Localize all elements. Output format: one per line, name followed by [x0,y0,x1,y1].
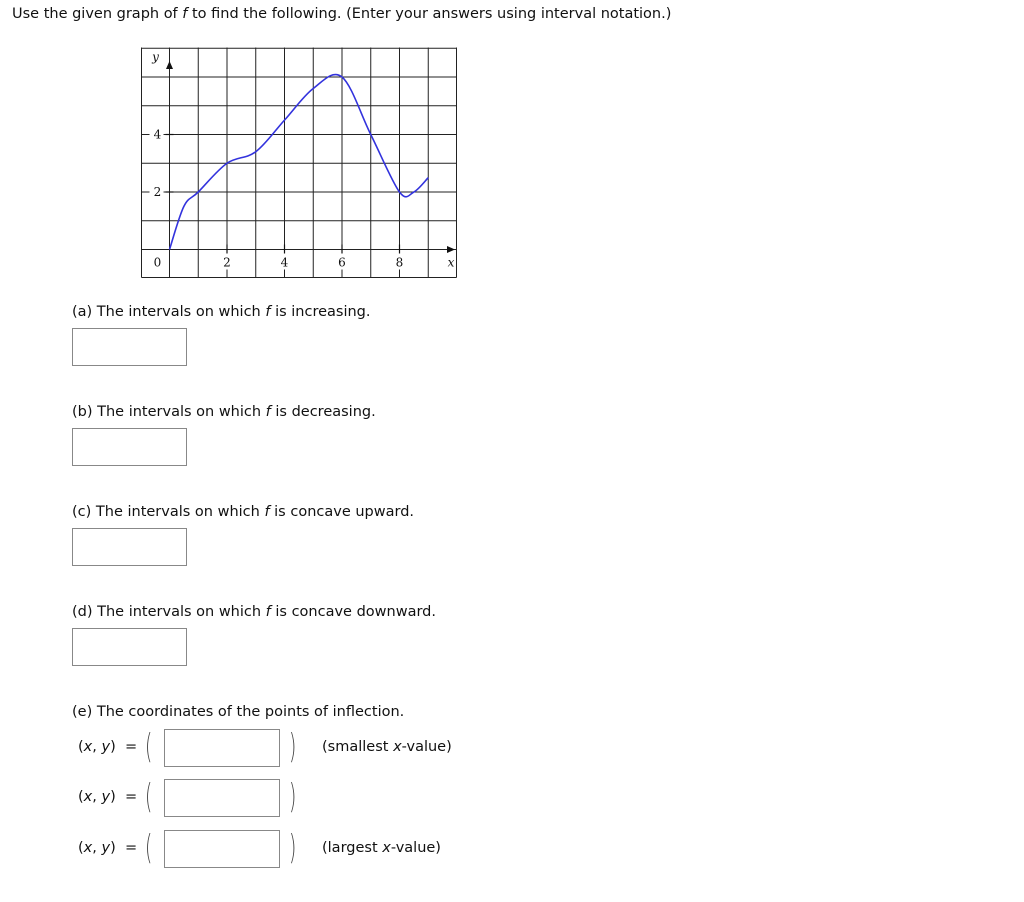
x-axis-arrow [447,246,455,253]
question-d-text: (d) The intervals on which [72,604,266,620]
question-a-text: (a) The intervals on which [72,304,266,320]
y-tick-label: 4 [153,127,162,142]
origin-label: 0 [153,255,162,270]
answer-input-increasing[interactable] [72,328,187,366]
function-symbol: f [265,604,271,620]
open-paren: ( [144,727,153,767]
hint-text-end: -value) [401,739,452,755]
close-paren: ) [288,727,297,767]
function-symbol: f [265,304,271,320]
coord-x-var: x [83,840,93,856]
inflection-input-1[interactable] [164,729,280,767]
x-tick-label: 8 [395,255,404,270]
question-b-text-end: is decreasing. [270,404,376,420]
question-b [72,404,376,420]
function-symbol: f [182,6,188,22]
question-a-text-end: is increasing. [270,304,371,320]
question-a [72,304,371,320]
function-symbol: f [264,504,270,520]
hint-largest [322,840,441,856]
answer-input-concave-up[interactable] [72,528,187,566]
function-symbol: f [265,404,271,420]
answer-input-concave-down[interactable] [72,628,187,666]
hint-x-var: x [382,840,391,856]
hint-x-var: x [393,739,402,755]
inflection-input-3[interactable] [164,830,280,868]
hint-text: (largest [322,840,383,856]
open-paren: ( [144,777,153,817]
question-c-text: (c) The intervals on which [72,504,265,520]
coord-label: (x, y) = [78,840,138,856]
instructions-text-end: to find the following. (Enter your answers using interval notation.) [187,6,672,22]
inflection-row-1 [78,729,498,769]
question-b-text: (b) The intervals on which [72,404,266,420]
question-e: (e) The coordinates of the points of inflection. [72,704,405,720]
close-paren: ) [288,777,297,817]
coord-label: (x, y) = [78,739,138,755]
x-axis-label: x [447,255,455,270]
question-d-text-end: is concave downward. [270,604,436,620]
y-axis-label: y [152,50,159,64]
inflection-input-2[interactable] [164,779,280,817]
hint-text-end: -value) [390,840,441,856]
x-tick-label: 6 [338,255,346,270]
question-c-text-end: is concave upward. [269,504,415,520]
coord-y-var: y [101,789,111,805]
curve-f [170,75,429,250]
open-paren: ( [144,828,153,868]
coord-x-var: x [83,739,93,755]
hint-smallest [322,739,452,755]
coord-y-var: y [101,739,111,755]
inflection-row-3 [78,830,498,870]
inflection-row-2 [78,779,498,819]
question-d [72,604,436,620]
instructions-text: Use the given graph of [12,6,183,22]
graph-tick-labels [150,50,455,270]
close-paren: ) [288,828,297,868]
coord-label: (x, y) = [78,789,138,805]
instructions [12,6,671,22]
x-tick-label: 2 [223,255,231,270]
answer-input-decreasing[interactable] [72,428,187,466]
coord-y-var: y [101,840,111,856]
graph-grid [142,48,457,278]
y-axis-arrow [166,61,173,69]
x-tick-label: 4 [280,255,289,270]
coord-x-var: x [83,789,93,805]
function-graph [141,47,457,278]
y-tick-label: 2 [153,185,162,199]
question-c [72,504,414,520]
hint-text: (smallest [322,739,394,755]
